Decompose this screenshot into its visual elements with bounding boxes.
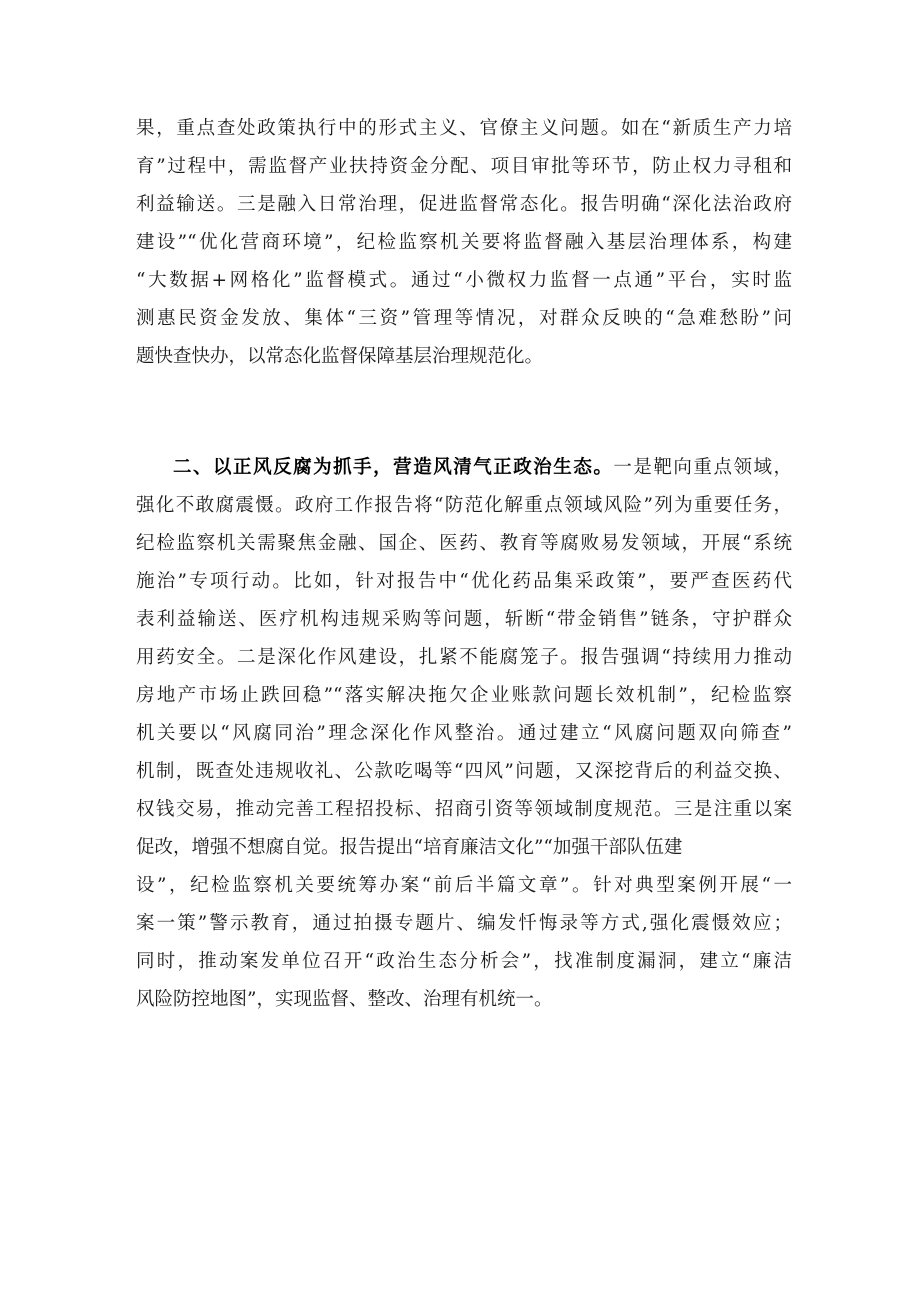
text-line: 表利益输送、医疗机构违规采购等问题，斩断“带金销售”链条，守护群众 [136, 609, 792, 630]
text-line: 果，重点查处政策执行中的形式主义、官僚主义问题。如在“新质生产力培 [136, 118, 792, 139]
text-line: 用药安全。二是深化作风建设，扎紧不能腐笼子。报告强调“持续用力推动 [136, 647, 792, 668]
text-line: 强化不敢腐震慑。政府工作报告将“防范化解重点领域风险”列为重要任务， [136, 495, 792, 516]
paragraph-supervision [136, 110, 792, 376]
first-line [136, 449, 792, 487]
text-line: 设”，纪检监察机关要统筹办案“前后半篇文章”。针对典型案例开展“一 [136, 875, 792, 896]
text-line: 育”过程中，需监督产业扶持资金分配、项目审批等环节，防止权力寻租和 [136, 156, 792, 177]
first-line-rest: 一是靶向重点领域， [613, 457, 792, 478]
section-heading: 二、以正风反腐为抓手，营造风清气正政治生态。 [173, 457, 614, 478]
paragraph-anti-corruption [136, 449, 792, 1019]
text-line: 同时，推动案发单位召开“政治生态分析会”，找准制度漏洞，建立“廉洁 [136, 951, 792, 972]
text-line: 测惠民资金发放、集体“三资”管理等情况，对群众反映的“急难愁盼”问 [136, 308, 792, 329]
text-line: 题快查快办，以常态化监督保障基层治理规范化。 [136, 346, 544, 367]
text-line: 权钱交易，推动完善工程招投标、招商引资等领域制度规范。三是注重以案 [136, 799, 792, 820]
text-line: 房地产市场止跌回稳”“落实解决拖欠企业账款问题长效机制”，纪检监察 [136, 685, 792, 706]
text-line: 机关要以“风腐同治”理念深化作风整治。通过建立“风腐问题双向筛查” [136, 723, 792, 744]
text-line: “大数据+网格化”监督模式。通过“小微权力监督一点通”平台，实时监 [136, 270, 792, 291]
text-line: 利益输送。三是融入日常治理，促进监督常态化。报告明确“深化法治政府 [136, 194, 792, 215]
text-line: 纪检监察机关需聚焦金融、国企、医药、教育等腐败易发领域，开展“系统 [136, 533, 792, 554]
text-line: 促改，增强不想腐自觉。报告提出“培育廉洁文化”“加强干部队伍建 [136, 837, 683, 858]
text-line: 机制，既查处违规收礼、公款吃喝等“四风”问题，又深挖背后的利益交换、 [136, 761, 792, 782]
text-line: 施治”专项行动。比如，针对报告中“优化药品集采政策”，要严查医药代 [136, 571, 792, 592]
text-line: 建设”“优化营商环境”，纪检监察机关要将监督融入基层治理体系，构建 [136, 232, 792, 253]
text-line: 风险防控地图”，实现监督、整改、治理有机统一。 [136, 989, 553, 1010]
text-line: 案一策”警示教育，通过拍摄专题片、编发忏悔录等方式,强化震慑效应； [136, 913, 792, 934]
